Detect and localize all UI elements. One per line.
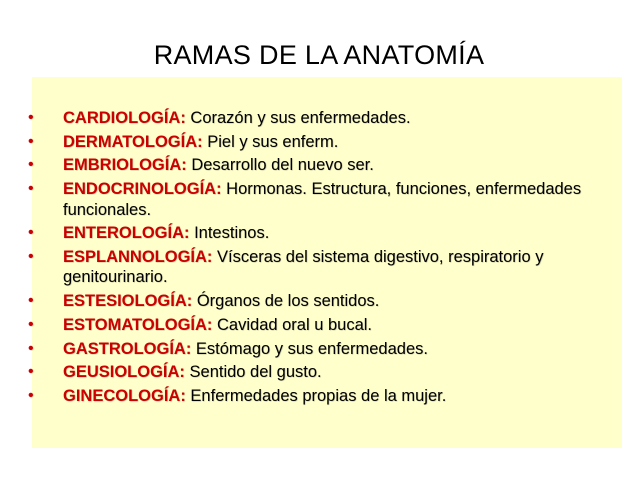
- item-term: GEUSIOLOGÍA:: [63, 363, 185, 382]
- item-description: Corazón y sus enfermedades.: [185, 109, 411, 127]
- bullet-icon: •: [28, 156, 34, 174]
- item-term: EMBRIOLOGÍA:: [63, 156, 187, 175]
- bullet-icon: •: [28, 363, 34, 381]
- bullet-icon: •: [28, 386, 34, 404]
- branch-list: [28, 108, 608, 410]
- item-term: ENTEROLOGÍA:: [63, 224, 190, 243]
- item-description: Enfermedades propias de la mujer.: [185, 386, 447, 405]
- list-item: [28, 362, 608, 383]
- list-item: [28, 132, 608, 153]
- item-term: CARDIOLOGÍA:: [63, 109, 186, 127]
- list-item: [28, 291, 608, 312]
- item-description: Sentido del gusto.: [184, 363, 322, 382]
- item-description: Vísceras del sistema digestivo, respiratorio y genitourinario.: [63, 247, 544, 287]
- bullet-icon: •: [28, 224, 34, 242]
- bullet-icon: •: [28, 132, 34, 150]
- item-description: Intestinos.: [189, 224, 270, 243]
- item-term: ESPLANNOLOGÍA:: [63, 247, 213, 266]
- item-term: GINECOLOGÍA:: [63, 386, 186, 405]
- item-description: Piel y sus enferm.: [202, 132, 339, 151]
- item-term: ESTOMATOLOGÍA:: [63, 315, 213, 334]
- item-description: Desarrollo del nuevo ser.: [186, 156, 374, 175]
- item-description: Hormonas. Estructura, funciones, enfermedades funcionales.: [63, 180, 582, 219]
- bullet-icon: •: [28, 109, 34, 126]
- bullet-icon: •: [28, 247, 34, 265]
- slide-title: RAMAS DE LA ANATOMÍA: [153, 40, 485, 70]
- list-item: [28, 108, 608, 129]
- list-item: [28, 386, 608, 407]
- item-description: Estómago y sus enfermedades.: [191, 339, 428, 358]
- list-item: [28, 223, 608, 244]
- item-term: GASTROLOGÍA:: [63, 339, 192, 358]
- bullet-icon: •: [28, 180, 34, 198]
- bullet-icon: •: [28, 315, 34, 333]
- item-term: ESTESIOLOGÍA:: [63, 292, 193, 311]
- list-item: [28, 179, 608, 220]
- list-item: [28, 315, 608, 336]
- list-item: [28, 339, 608, 360]
- item-term: ENDOCRINOLOGÍA:: [63, 180, 222, 199]
- bullet-icon: •: [28, 292, 34, 310]
- list-item: [28, 155, 608, 176]
- list-item: [28, 247, 608, 288]
- item-description: Órganos de los sentidos.: [192, 292, 380, 311]
- bullet-icon: •: [28, 339, 34, 357]
- item-description: Cavidad oral u bucal.: [212, 315, 373, 334]
- item-term: DERMATOLOGÍA:: [63, 132, 203, 151]
